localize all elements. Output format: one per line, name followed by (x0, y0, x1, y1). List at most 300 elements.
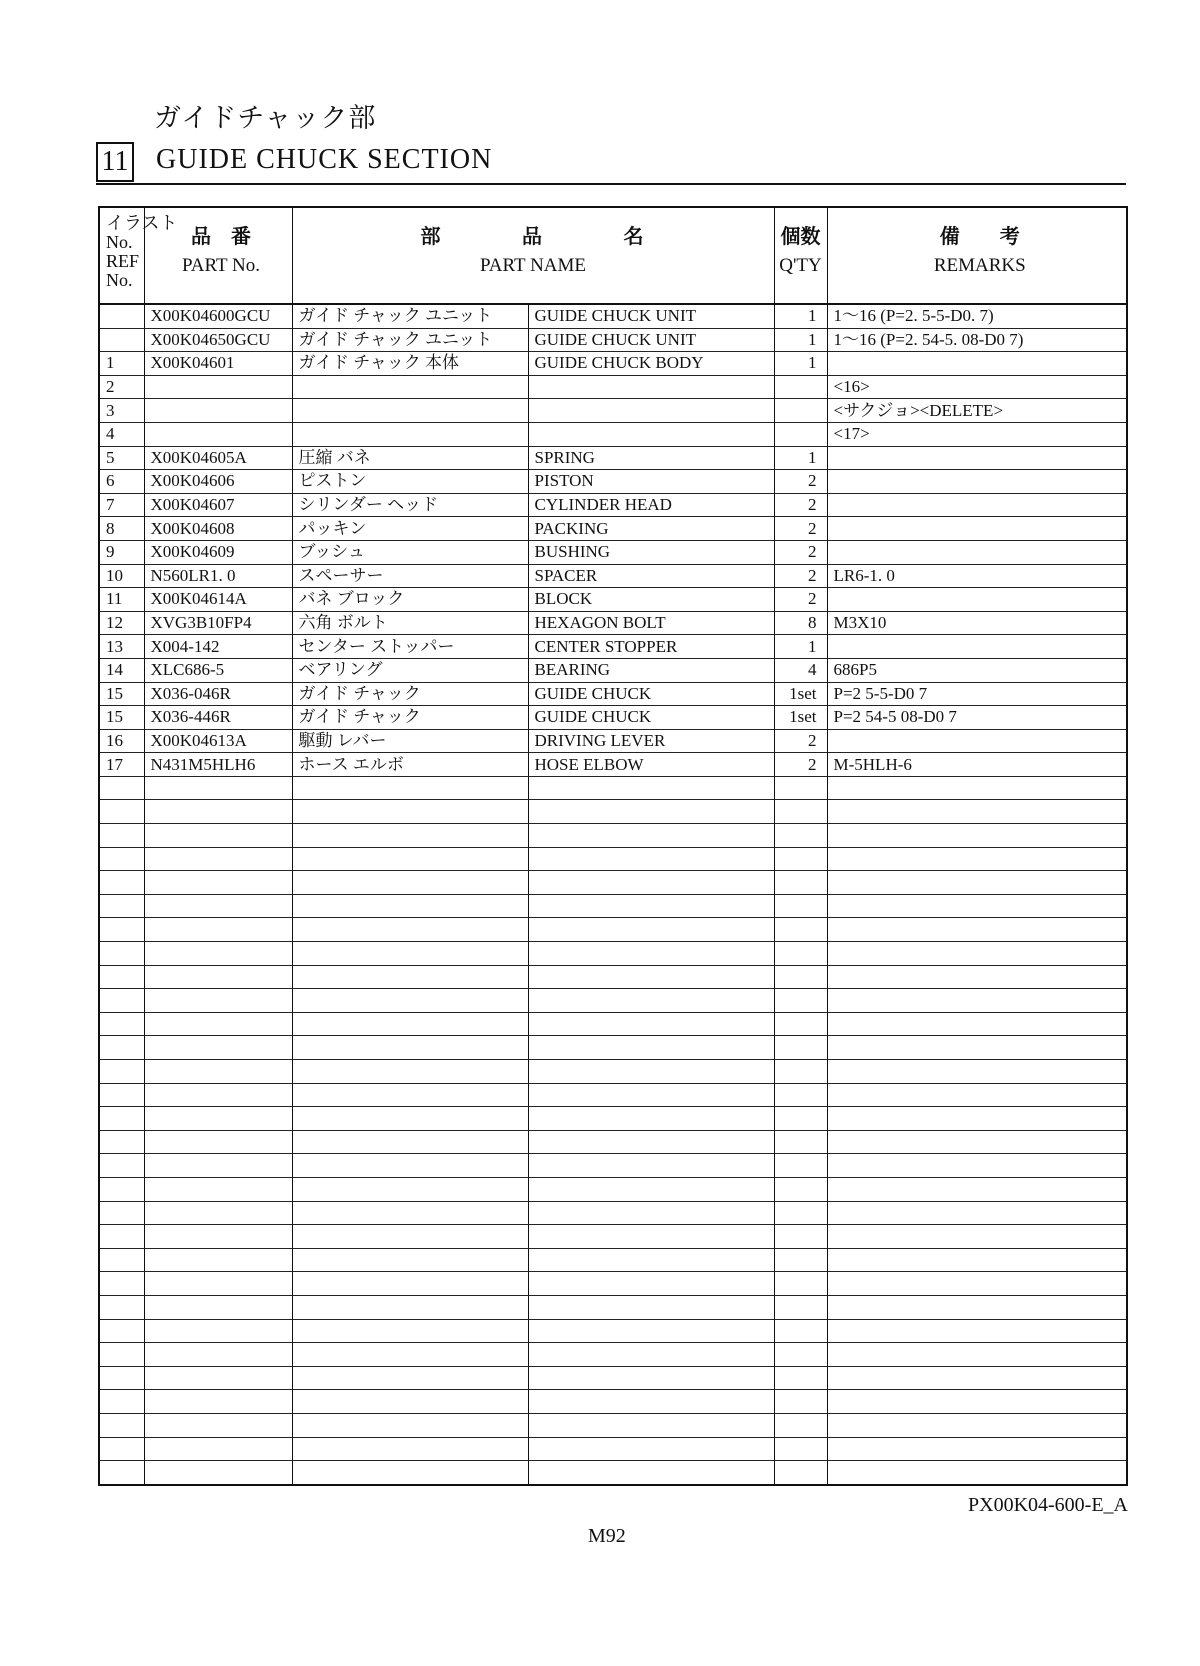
cell-remarks (827, 965, 1127, 989)
cell-ref: 3 (99, 399, 144, 423)
cell-remarks (827, 729, 1127, 753)
cell-name-en (528, 1461, 774, 1485)
cell-part-no (144, 942, 292, 966)
cell-remarks (827, 470, 1127, 494)
cell-part-no (144, 871, 292, 895)
part-no-header-jp: 品 番 (191, 226, 251, 248)
cell-part-no: N431M5HLH6 (144, 753, 292, 777)
cell-remarks (827, 1248, 1127, 1272)
cell-ref (99, 894, 144, 918)
cell-ref (99, 1295, 144, 1319)
cell-name-en (528, 1225, 774, 1249)
cell-name-en: GUIDE CHUCK UNIT (528, 304, 774, 328)
cell-part-no (144, 1225, 292, 1249)
table-row (99, 564, 1127, 588)
cell-name-en: GUIDE CHUCK BODY (528, 352, 774, 376)
cell-remarks (827, 1036, 1127, 1060)
cell-name-en (528, 375, 774, 399)
cell-remarks: 686P5 (827, 658, 1127, 682)
cell-remarks (827, 635, 1127, 659)
cell-ref (99, 304, 144, 328)
table-row (99, 517, 1127, 541)
cell-name-jp (292, 989, 528, 1013)
section-title-en: GUIDE CHUCK SECTION (156, 144, 493, 175)
cell-qty: 2 (774, 753, 827, 777)
cell-qty (774, 942, 827, 966)
cell-ref (99, 1012, 144, 1036)
empty-table-row (99, 989, 1127, 1013)
empty-table-row (99, 1366, 1127, 1390)
cell-ref (99, 800, 144, 824)
cell-qty (774, 871, 827, 895)
cell-name-jp: ピストン (292, 470, 528, 494)
empty-table-row (99, 1248, 1127, 1272)
cell-part-no (144, 824, 292, 848)
cell-remarks: LR6-1. 0 (827, 564, 1127, 588)
cell-ref (99, 847, 144, 871)
cell-qty (774, 1248, 827, 1272)
cell-remarks (827, 1107, 1127, 1131)
cell-part-no: XVG3B10FP4 (144, 611, 292, 635)
cell-ref (99, 1461, 144, 1485)
cell-part-no (144, 1437, 292, 1461)
cell-part-no (144, 1295, 292, 1319)
cell-name-en: CYLINDER HEAD (528, 493, 774, 517)
cell-qty: 2 (774, 540, 827, 564)
cell-ref: 13 (99, 635, 144, 659)
table-row (99, 729, 1127, 753)
cell-remarks (827, 894, 1127, 918)
table-row (99, 446, 1127, 470)
cell-qty (774, 1060, 827, 1084)
cell-ref: 1 (99, 352, 144, 376)
cell-name-jp: スペーサー (292, 564, 528, 588)
cell-name-jp (292, 1461, 528, 1485)
cell-qty: 2 (774, 729, 827, 753)
cell-name-en: SPRING (528, 446, 774, 470)
cell-part-no (144, 1366, 292, 1390)
cell-name-en: BUSHING (528, 540, 774, 564)
cell-name-en (528, 1083, 774, 1107)
cell-name-jp (292, 942, 528, 966)
cell-name-jp (292, 847, 528, 871)
cell-name-en (528, 1366, 774, 1390)
cell-name-jp: ブッシュ (292, 540, 528, 564)
cell-name-jp (292, 1060, 528, 1084)
cell-ref (99, 1107, 144, 1131)
cell-name-en: GUIDE CHUCK (528, 682, 774, 706)
cell-name-en: PACKING (528, 517, 774, 541)
cell-qty: 2 (774, 517, 827, 541)
cell-part-no: X036-046R (144, 682, 292, 706)
cell-ref (99, 1272, 144, 1296)
cell-part-no: X004-142 (144, 635, 292, 659)
cell-part-no (144, 1130, 292, 1154)
cell-qty: 1 (774, 446, 827, 470)
cell-ref (99, 1437, 144, 1461)
page-number: M92 (588, 1525, 626, 1547)
cell-remarks (827, 540, 1127, 564)
table-row (99, 588, 1127, 612)
cell-name-en: BLOCK (528, 588, 774, 612)
cell-ref (99, 1390, 144, 1414)
cell-name-en (528, 800, 774, 824)
cell-part-no (144, 800, 292, 824)
cell-name-jp: 六角 ボルト (292, 611, 528, 635)
table-row (99, 352, 1127, 376)
cell-qty: 2 (774, 493, 827, 517)
cell-remarks (827, 588, 1127, 612)
cell-remarks (827, 1177, 1127, 1201)
cell-qty: 2 (774, 588, 827, 612)
cell-name-en (528, 422, 774, 446)
cell-remarks (827, 1083, 1127, 1107)
cell-ref (99, 942, 144, 966)
cell-remarks (827, 1225, 1127, 1249)
cell-part-no (144, 965, 292, 989)
empty-table-row (99, 1461, 1127, 1485)
cell-name-jp (292, 1154, 528, 1178)
document-code: PX00K04-600-E_A (968, 1494, 1128, 1516)
cell-part-no (144, 422, 292, 446)
empty-table-row (99, 1437, 1127, 1461)
empty-table-row (99, 1036, 1127, 1060)
cell-name-jp: ガイド チャック (292, 706, 528, 730)
cell-name-jp (292, 894, 528, 918)
cell-part-no: X036-446R (144, 706, 292, 730)
empty-table-row (99, 1060, 1127, 1084)
cell-qty (774, 1413, 827, 1437)
cell-part-no: X00K04650GCU (144, 328, 292, 352)
cell-remarks (827, 1295, 1127, 1319)
cell-name-jp: ガイド チャック ユニット (292, 304, 528, 328)
empty-table-row (99, 1413, 1127, 1437)
col-remarks-header (827, 207, 1127, 304)
cell-ref (99, 1154, 144, 1178)
cell-remarks (827, 1012, 1127, 1036)
cell-name-jp (292, 776, 528, 800)
cell-qty (774, 965, 827, 989)
empty-table-row (99, 1012, 1127, 1036)
cell-qty (774, 375, 827, 399)
cell-name-en: BEARING (528, 658, 774, 682)
cell-name-jp (292, 1366, 528, 1390)
cell-name-jp (292, 1130, 528, 1154)
table-row (99, 493, 1127, 517)
cell-ref: 16 (99, 729, 144, 753)
cell-remarks: M-5HLH-6 (827, 753, 1127, 777)
cell-part-no: X00K04614A (144, 588, 292, 612)
empty-table-row (99, 1130, 1127, 1154)
cell-part-no: X00K04613A (144, 729, 292, 753)
cell-part-no: X00K04607 (144, 493, 292, 517)
cell-ref: 4 (99, 422, 144, 446)
cell-remarks: <17> (827, 422, 1127, 446)
cell-part-no (144, 1107, 292, 1131)
cell-part-no (144, 1036, 292, 1060)
cell-name-jp (292, 1012, 528, 1036)
cell-part-no: X00K04601 (144, 352, 292, 376)
table-row (99, 706, 1127, 730)
cell-qty: 1 (774, 328, 827, 352)
cell-name-jp: バネ ブロック (292, 588, 528, 612)
cell-ref (99, 1343, 144, 1367)
cell-part-no (144, 1177, 292, 1201)
cell-part-no: XLC686-5 (144, 658, 292, 682)
cell-ref: 17 (99, 753, 144, 777)
remarks-header-en: REMARKS (933, 255, 1026, 276)
cell-name-en (528, 1154, 774, 1178)
cell-remarks: P=2 54-5 08-D0 7 (827, 706, 1127, 730)
table-row (99, 470, 1127, 494)
empty-table-row (99, 871, 1127, 895)
table-row (99, 658, 1127, 682)
cell-name-en (528, 1319, 774, 1343)
empty-table-row (99, 1201, 1127, 1225)
cell-part-no: X00K04600GCU (144, 304, 292, 328)
cell-ref: 12 (99, 611, 144, 635)
cell-name-jp (292, 1272, 528, 1296)
table-row (99, 328, 1127, 352)
cell-remarks: 1～16 (P=2. 54-5. 08-D0 7) (827, 328, 1127, 352)
cell-remarks (827, 352, 1127, 376)
empty-table-row (99, 1390, 1127, 1414)
cell-part-no (144, 1201, 292, 1225)
empty-table-row (99, 1225, 1127, 1249)
empty-table-row (99, 1343, 1127, 1367)
cell-name-jp: ガイド チャック 本体 (292, 352, 528, 376)
cell-name-en (528, 1390, 774, 1414)
cell-part-no: X00K04606 (144, 470, 292, 494)
table-row (99, 540, 1127, 564)
ref-header-line: No. (106, 232, 133, 252)
cell-part-no: X00K04608 (144, 517, 292, 541)
cell-qty (774, 1319, 827, 1343)
cell-name-en: DRIVING LEVER (528, 729, 774, 753)
parts-table-body (99, 304, 1127, 1485)
cell-name-en (528, 942, 774, 966)
cell-qty (774, 1390, 827, 1414)
cell-remarks (827, 1343, 1127, 1367)
table-row (99, 375, 1127, 399)
cell-remarks (827, 1461, 1127, 1485)
cell-qty (774, 800, 827, 824)
cell-qty: 1set (774, 682, 827, 706)
table-row (99, 753, 1127, 777)
cell-part-no (144, 1272, 292, 1296)
cell-qty (774, 1295, 827, 1319)
cell-name-jp (292, 871, 528, 895)
cell-name-en (528, 1012, 774, 1036)
cell-qty: 1 (774, 304, 827, 328)
cell-ref (99, 328, 144, 352)
cell-qty (774, 1366, 827, 1390)
cell-name-jp (292, 1225, 528, 1249)
cell-name-jp: 圧縮 バネ (292, 446, 528, 470)
cell-remarks (827, 1366, 1127, 1390)
cell-name-en (528, 965, 774, 989)
cell-name-jp (292, 1107, 528, 1131)
cell-ref: 15 (99, 682, 144, 706)
cell-ref: 6 (99, 470, 144, 494)
remarks-header-jp: 備 考 (939, 226, 1020, 248)
cell-name-en (528, 918, 774, 942)
cell-qty (774, 399, 827, 423)
cell-name-jp (292, 1201, 528, 1225)
cell-ref: 14 (99, 658, 144, 682)
cell-name-en (528, 1177, 774, 1201)
cell-name-en (528, 1248, 774, 1272)
cell-name-en (528, 1201, 774, 1225)
cell-qty (774, 989, 827, 1013)
cell-qty: 1set (774, 706, 827, 730)
cell-qty: 8 (774, 611, 827, 635)
table-header-row (99, 207, 1127, 304)
cell-remarks: <サクジョ><DELETE> (827, 399, 1127, 423)
cell-name-jp: パッキン (292, 517, 528, 541)
cell-qty (774, 1461, 827, 1485)
ref-header-line: No. (106, 270, 133, 290)
cell-name-en (528, 1060, 774, 1084)
cell-name-en (528, 847, 774, 871)
cell-part-no (144, 1319, 292, 1343)
cell-remarks: <16> (827, 375, 1127, 399)
cell-remarks (827, 1154, 1127, 1178)
cell-qty (774, 1083, 827, 1107)
qty-header-en: Q'TY (779, 255, 822, 276)
section-title-jp: ガイドチャック部 (154, 103, 377, 133)
cell-qty (774, 1343, 827, 1367)
empty-table-row (99, 1107, 1127, 1131)
cell-ref: 8 (99, 517, 144, 541)
cell-remarks (827, 1437, 1127, 1461)
col-ref-header (99, 207, 178, 304)
empty-table-row (99, 1295, 1127, 1319)
part-name-header-jp-2: 品 (522, 226, 542, 248)
cell-part-no (144, 1060, 292, 1084)
cell-remarks (827, 918, 1127, 942)
cell-name-en: GUIDE CHUCK UNIT (528, 328, 774, 352)
cell-remarks (827, 871, 1127, 895)
empty-table-row (99, 1177, 1127, 1201)
cell-qty (774, 1154, 827, 1178)
cell-name-jp (292, 965, 528, 989)
cell-remarks: 1～16 (P=2. 5-5-D0. 7) (827, 304, 1127, 328)
cell-part-no (144, 1248, 292, 1272)
cell-qty (774, 918, 827, 942)
cell-part-no (144, 1413, 292, 1437)
qty-header-jp: 個数 (780, 226, 821, 248)
empty-table-row (99, 1319, 1127, 1343)
cell-qty: 2 (774, 470, 827, 494)
cell-qty (774, 1201, 827, 1225)
cell-ref (99, 1319, 144, 1343)
cell-qty (774, 824, 827, 848)
cell-qty (774, 1130, 827, 1154)
cell-qty (774, 1437, 827, 1461)
cell-ref: 2 (99, 375, 144, 399)
cell-remarks (827, 1319, 1127, 1343)
cell-name-en: HEXAGON BOLT (528, 611, 774, 635)
title-underline (96, 183, 1126, 185)
cell-part-no: X00K04609 (144, 540, 292, 564)
cell-part-no (144, 1083, 292, 1107)
cell-ref (99, 1225, 144, 1249)
cell-qty (774, 776, 827, 800)
cell-name-jp (292, 1390, 528, 1414)
cell-name-en (528, 894, 774, 918)
part-name-header-jp-3: 名 (623, 226, 644, 248)
cell-remarks: M3X10 (827, 611, 1127, 635)
cell-ref (99, 1083, 144, 1107)
ref-header-line: REF (106, 251, 140, 271)
cell-name-jp: ベアリング (292, 658, 528, 682)
cell-qty: 1 (774, 352, 827, 376)
empty-table-row (99, 965, 1127, 989)
cell-part-no (144, 918, 292, 942)
empty-table-row (99, 918, 1127, 942)
cell-name-jp (292, 375, 528, 399)
cell-name-jp (292, 1248, 528, 1272)
cell-qty (774, 1036, 827, 1060)
cell-name-jp (292, 1319, 528, 1343)
ref-header-line: イラスト (106, 213, 178, 233)
cell-name-jp (292, 399, 528, 423)
cell-remarks (827, 1060, 1127, 1084)
cell-name-jp: ガイド チャック (292, 682, 528, 706)
cell-ref (99, 1248, 144, 1272)
cell-name-en (528, 1272, 774, 1296)
cell-name-en (528, 776, 774, 800)
cell-name-jp: センター ストッパー (292, 635, 528, 659)
cell-qty (774, 894, 827, 918)
cell-ref (99, 1036, 144, 1060)
cell-name-en (528, 1295, 774, 1319)
cell-ref (99, 1130, 144, 1154)
cell-name-jp (292, 422, 528, 446)
cell-remarks (827, 1272, 1127, 1296)
cell-name-jp (292, 1036, 528, 1060)
cell-name-en (528, 399, 774, 423)
cell-ref: 11 (99, 588, 144, 612)
table-row (99, 682, 1127, 706)
cell-name-en (528, 989, 774, 1013)
cell-ref (99, 824, 144, 848)
cell-name-jp: 駆動 レバー (292, 729, 528, 753)
empty-table-row (99, 1272, 1127, 1296)
cell-name-jp (292, 1295, 528, 1319)
empty-table-row (99, 1083, 1127, 1107)
table-row (99, 611, 1127, 635)
cell-remarks (827, 824, 1127, 848)
part-name-header-jp-1: 部 (420, 226, 441, 248)
cell-ref: 9 (99, 540, 144, 564)
cell-remarks (827, 847, 1127, 871)
cell-ref (99, 918, 144, 942)
cell-remarks (827, 800, 1127, 824)
cell-name-en: GUIDE CHUCK (528, 706, 774, 730)
cell-ref (99, 776, 144, 800)
cell-ref (99, 1413, 144, 1437)
cell-name-jp (292, 1437, 528, 1461)
cell-name-en (528, 824, 774, 848)
cell-name-en (528, 871, 774, 895)
cell-remarks (827, 1201, 1127, 1225)
cell-remarks (827, 1390, 1127, 1414)
cell-name-en: PISTON (528, 470, 774, 494)
cell-name-jp (292, 1343, 528, 1367)
cell-qty (774, 422, 827, 446)
